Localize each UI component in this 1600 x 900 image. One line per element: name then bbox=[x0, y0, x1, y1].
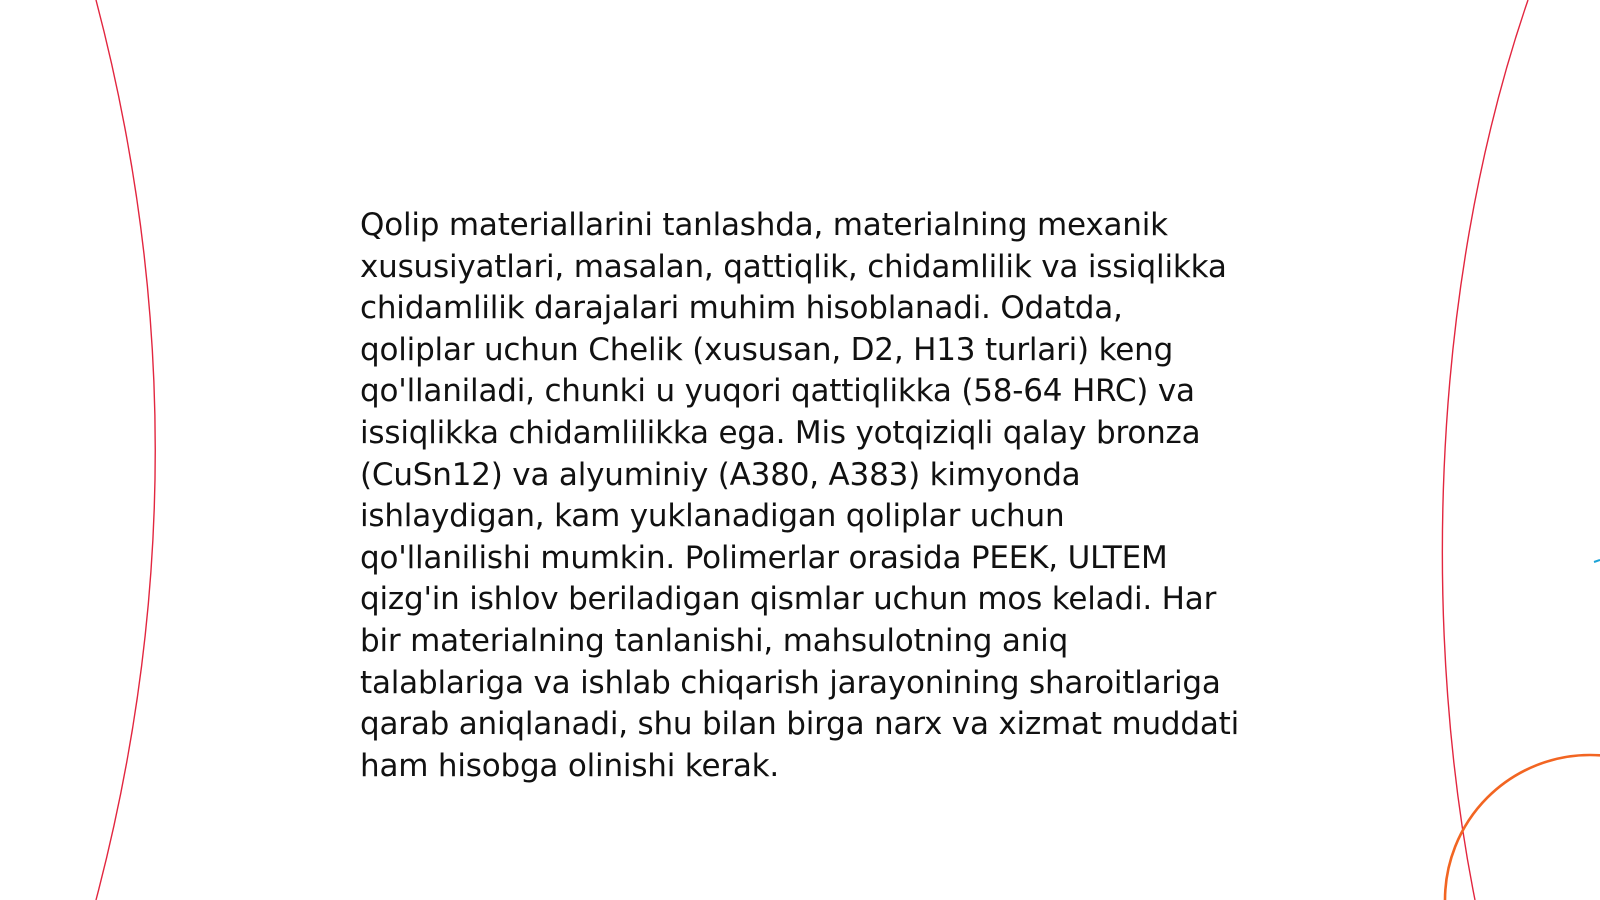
slide-body-text: Qolip materiallarini tanlashda, materialning mexanik xususiyatlari, masalan, qattiqlik, chidamlilik va issiqlikka chidamlilik darajalari muhim hisoblanadi. Odatda, qoliplar uchun Chelik (xususan, D2, H13 turlari) keng qo'llaniladi, chunki u yuqori qattiqlikka (58-64 HRC) va issiqlikka chidamlilikka ega. Mis yotqiziqli qalay bronza (CuSn12) va alyuminiy (A380, A383) kimyonda ishlaydigan, kam yuklanadigan qoliplar uchun qo'llanilishi mumkin. Polimerlar orasida PEEK, ULTEM qizg'in ishlov beriladigan qismlar uchun mos keladi. Har bir materialning tanlanishi, mahsulotning aniq talablariga va ishlab chiqarish jarayonining sharoitlariga qarab aniqlanadi, shu bilan birga narx va xizmat muddati ham hisobga olinishi kerak. bbox=[360, 207, 1240, 784]
orange-circle-outline bbox=[1445, 755, 1600, 900]
left-curve-line bbox=[96, 0, 155, 900]
right-curve-line bbox=[1442, 0, 1528, 900]
blue-accent-mark bbox=[1594, 560, 1600, 562]
